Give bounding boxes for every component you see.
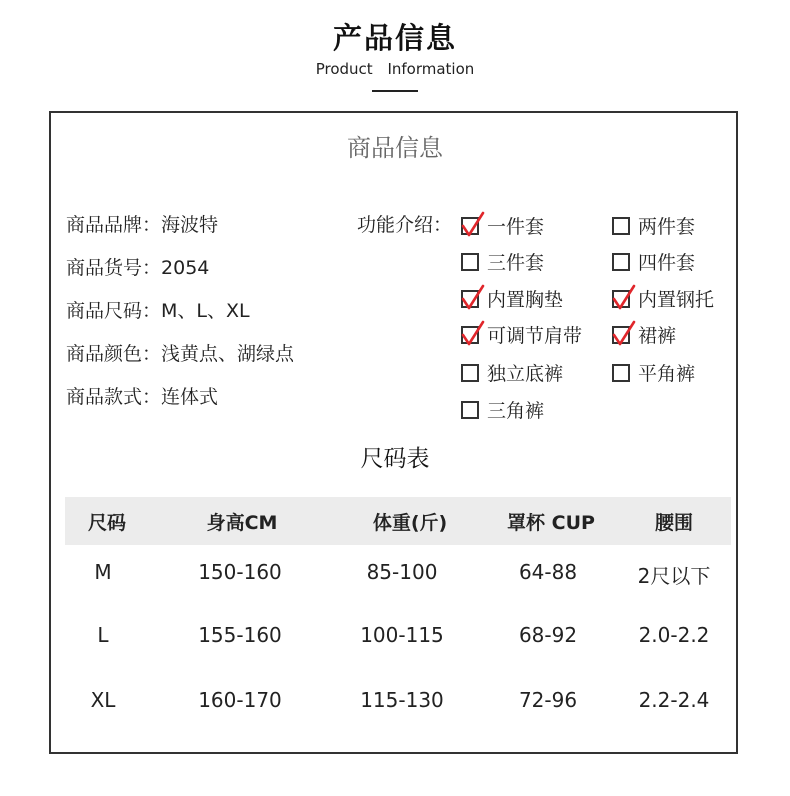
option-label: 四件套	[638, 252, 696, 274]
option-label: 独立底裤	[487, 363, 564, 385]
unchecked-checkbox-icon[interactable]	[612, 253, 630, 271]
option-item	[461, 248, 544, 275]
attr-label: 商品颜色	[66, 343, 143, 365]
table-cell: 155-160	[198, 623, 282, 647]
option-label: 平角裤	[638, 363, 696, 385]
table-cell: M	[94, 560, 112, 584]
unchecked-checkbox-icon[interactable]	[612, 217, 630, 235]
size-chart-title: 尺码表	[360, 446, 430, 472]
attr-value: M、L、XL	[161, 300, 250, 322]
table-cell: 85-100	[366, 560, 438, 584]
option-item	[461, 359, 563, 386]
option-item	[612, 212, 695, 239]
checked-checkbox-icon[interactable]	[612, 326, 630, 344]
checked-checkbox-icon[interactable]	[461, 326, 479, 344]
header-title: 产品信息	[332, 21, 457, 55]
option-label: 可调节肩带	[487, 325, 583, 347]
table-cell: 115-130	[360, 688, 444, 712]
option-item	[612, 359, 695, 386]
checked-checkbox-icon[interactable]	[461, 217, 479, 235]
attr-sizes: 商品尺码：M、L、XL	[66, 300, 250, 322]
attr-label: 商品品牌	[66, 214, 143, 236]
unchecked-checkbox-icon[interactable]	[461, 401, 479, 419]
unchecked-checkbox-icon[interactable]	[612, 364, 630, 382]
attr-value: 海波特	[161, 214, 219, 236]
attr-label: 商品款式	[66, 386, 143, 408]
attr-colors: 商品颜色：浅黄点、湖绿点	[66, 343, 295, 365]
option-label: 裙裤	[638, 325, 677, 347]
table-cell: 2.0-2.2	[638, 623, 710, 647]
table-column-header: 尺码	[87, 512, 127, 534]
attr-value: 连体式	[161, 386, 219, 408]
option-item	[461, 285, 563, 312]
table-column-header: 腰围	[654, 512, 694, 534]
header-subtitle: Product Information	[315, 60, 475, 78]
option-label: 两件套	[638, 216, 696, 238]
table-cell: L	[97, 623, 109, 647]
section-title: 商品信息	[347, 134, 443, 162]
option-label: 内置钢托	[638, 289, 715, 311]
table-column-header: 身高CM	[206, 512, 278, 534]
option-item	[461, 212, 544, 239]
table-cell: 100-115	[360, 623, 444, 647]
table-column-header: 体重(斤)	[372, 512, 448, 534]
option-item	[612, 321, 676, 348]
unchecked-checkbox-icon[interactable]	[461, 253, 479, 271]
attr-value: 2054	[161, 257, 210, 279]
header-divider	[372, 90, 418, 92]
option-item	[612, 248, 695, 275]
option-label: 三件套	[487, 252, 545, 274]
option-label: 一件套	[487, 216, 545, 238]
unchecked-checkbox-icon[interactable]	[461, 364, 479, 382]
attr-style: 商品款式：连体式	[66, 386, 219, 408]
info-frame	[49, 111, 738, 754]
table-cell: 160-170	[198, 688, 282, 712]
table-cell: 2.2-2.4	[638, 688, 710, 712]
checked-checkbox-icon[interactable]	[461, 290, 479, 308]
option-item	[461, 396, 544, 423]
option-item	[461, 321, 582, 348]
table-column-header: 罩杯 CUP	[507, 512, 595, 534]
option-label: 三角裤	[487, 400, 545, 422]
table-cell: 150-160	[198, 560, 282, 584]
function-label: 功能介绍：	[357, 214, 453, 236]
table-cell: XL	[90, 688, 116, 712]
option-label: 内置胸垫	[487, 289, 564, 311]
attr-label: 商品尺码	[66, 300, 143, 322]
attr-value: 浅黄点、湖绿点	[161, 343, 295, 365]
table-cell: 64-88	[518, 560, 578, 584]
attr-brand: 商品品牌：海波特	[66, 214, 219, 236]
option-item	[612, 285, 714, 312]
table-cell: 68-92	[518, 623, 578, 647]
attr-label: 商品货号	[66, 257, 143, 279]
table-cell: 2尺以下	[637, 564, 711, 588]
table-cell: 72-96	[518, 688, 578, 712]
attr-sku: 商品货号：2054	[66, 257, 210, 279]
checked-checkbox-icon[interactable]	[612, 290, 630, 308]
